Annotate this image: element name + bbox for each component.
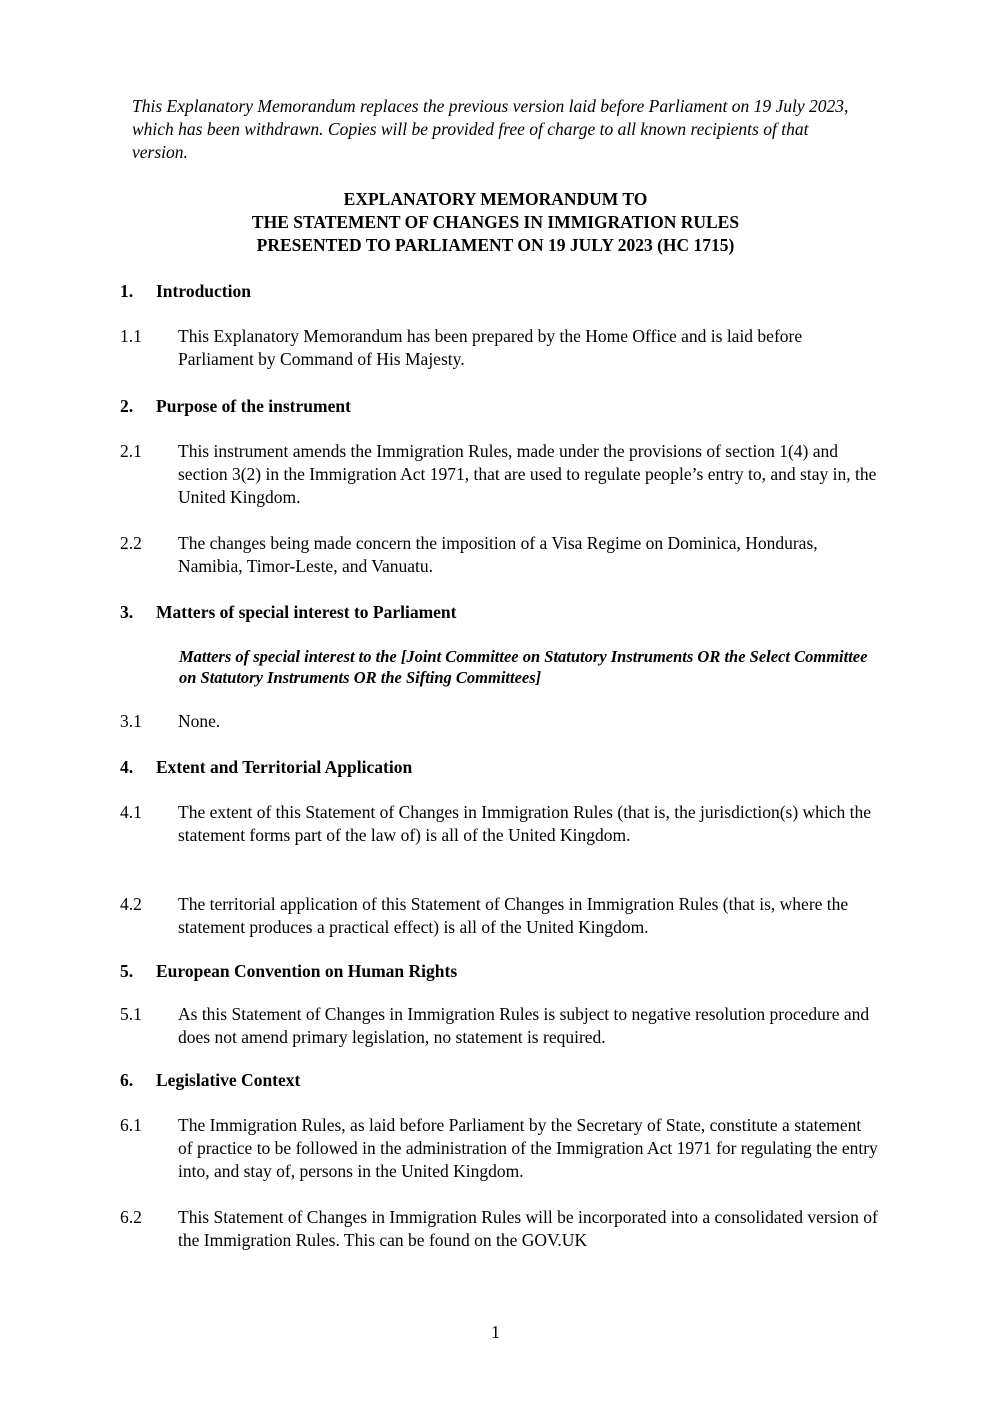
page-number: 1 [491,1322,500,1342]
committee-note: Matters of special interest to the [Joint Committee on Statutory Instruments OR the Select Committee on Statutory Instruments OR the Sifting Committees] [179,647,868,687]
paragraph-text: The Immigration Rules, as laid before Parliament by the Secretary of State, constitute a statement of practice to be followed in the administration of the Immigration Act 1971 for regulating the entry into, and stay of, persons in the United Kingdom. [178,1115,878,1181]
section-heading-extent [120,756,412,779]
paragraph-text: This Explanatory Memorandum has been prepared by the Home Office and is laid before Parliament by Command of His Majesty. [178,326,803,369]
section-number: 5. [120,961,134,981]
title-line-1: EXPLANATORY MEMORANDUM TO [343,189,648,209]
paragraph-number: 3.1 [120,711,142,731]
paragraph-text: The territorial application of this Statement of Changes in Immigration Rules (that is, where the statement produces a practical effect) is all of the United Kingdom. [178,894,849,937]
paragraph-number: 4.1 [120,802,142,822]
section-heading-purpose [120,395,351,418]
paragraph-text: As this Statement of Changes in Immigration Rules is subject to negative resolution procedure and does not amend primary legislation, no statement is required. [178,1004,870,1047]
section-number: 6. [120,1070,134,1090]
section-title: Matters of special interest to Parliament [156,602,457,622]
section-number: 4. [120,757,134,777]
section-number: 2. [120,396,134,416]
replacement-notice: This Explanatory Memorandum replaces the previous version laid before Parliament on 19 July 2023, which has been withdrawn. Copies will be provided free of charge to all known recipients of that version. [132,96,849,162]
section-heading-matters [120,601,456,624]
title-line-2: THE STATEMENT OF CHANGES IN IMMIGRATION RULES [251,212,740,232]
section-title: European Convention on Human Rights [156,961,458,981]
section-number: 1. [120,281,134,301]
section-title: Extent and Territorial Application [156,757,413,777]
paragraph-number: 6.1 [120,1115,142,1135]
paragraph-number: 5.1 [120,1004,142,1024]
paragraph-text: This Statement of Changes in Immigration Rules will be incorporated into a consolidated version of the Immigration Rules. This can be found on the GOV.UK [178,1207,878,1250]
section-heading-legislative-context [120,1069,300,1092]
section-title: Legislative Context [156,1070,301,1090]
paragraph-text: The changes being made concern the imposition of a Visa Regime on Dominica, Honduras, Namibia, Timor-Leste, and Vanuatu. [178,533,818,576]
section-heading-echr [120,960,457,983]
paragraph-text: This instrument amends the Immigration Rules, made under the provisions of section 1(4) and section 3(2) in the Immigration Act 1971, that are used to regulate people’s entry to, and stay in, the United Kingdom. [178,441,877,507]
section-number: 3. [120,602,134,622]
paragraph-number: 2.1 [120,441,142,461]
paragraph-number: 2.2 [120,533,142,553]
section-title: Introduction [156,281,251,301]
paragraph-text: The extent of this Statement of Changes in Immigration Rules (that is, the jurisdiction(s) which the statement forms part of the law of) is all of the United Kingdom. [178,802,872,845]
title-line-3: PRESENTED TO PARLIAMENT ON 19 JULY 2023 (HC 1715) [256,235,735,255]
paragraph-number: 4.2 [120,894,142,914]
document-title [0,188,991,257]
section-heading-introduction [120,280,251,303]
section-title: Purpose of the instrument [156,396,351,416]
paragraph-text: None. [178,711,221,731]
paragraph-number: 1.1 [120,326,142,346]
paragraph-number: 6.2 [120,1207,142,1227]
